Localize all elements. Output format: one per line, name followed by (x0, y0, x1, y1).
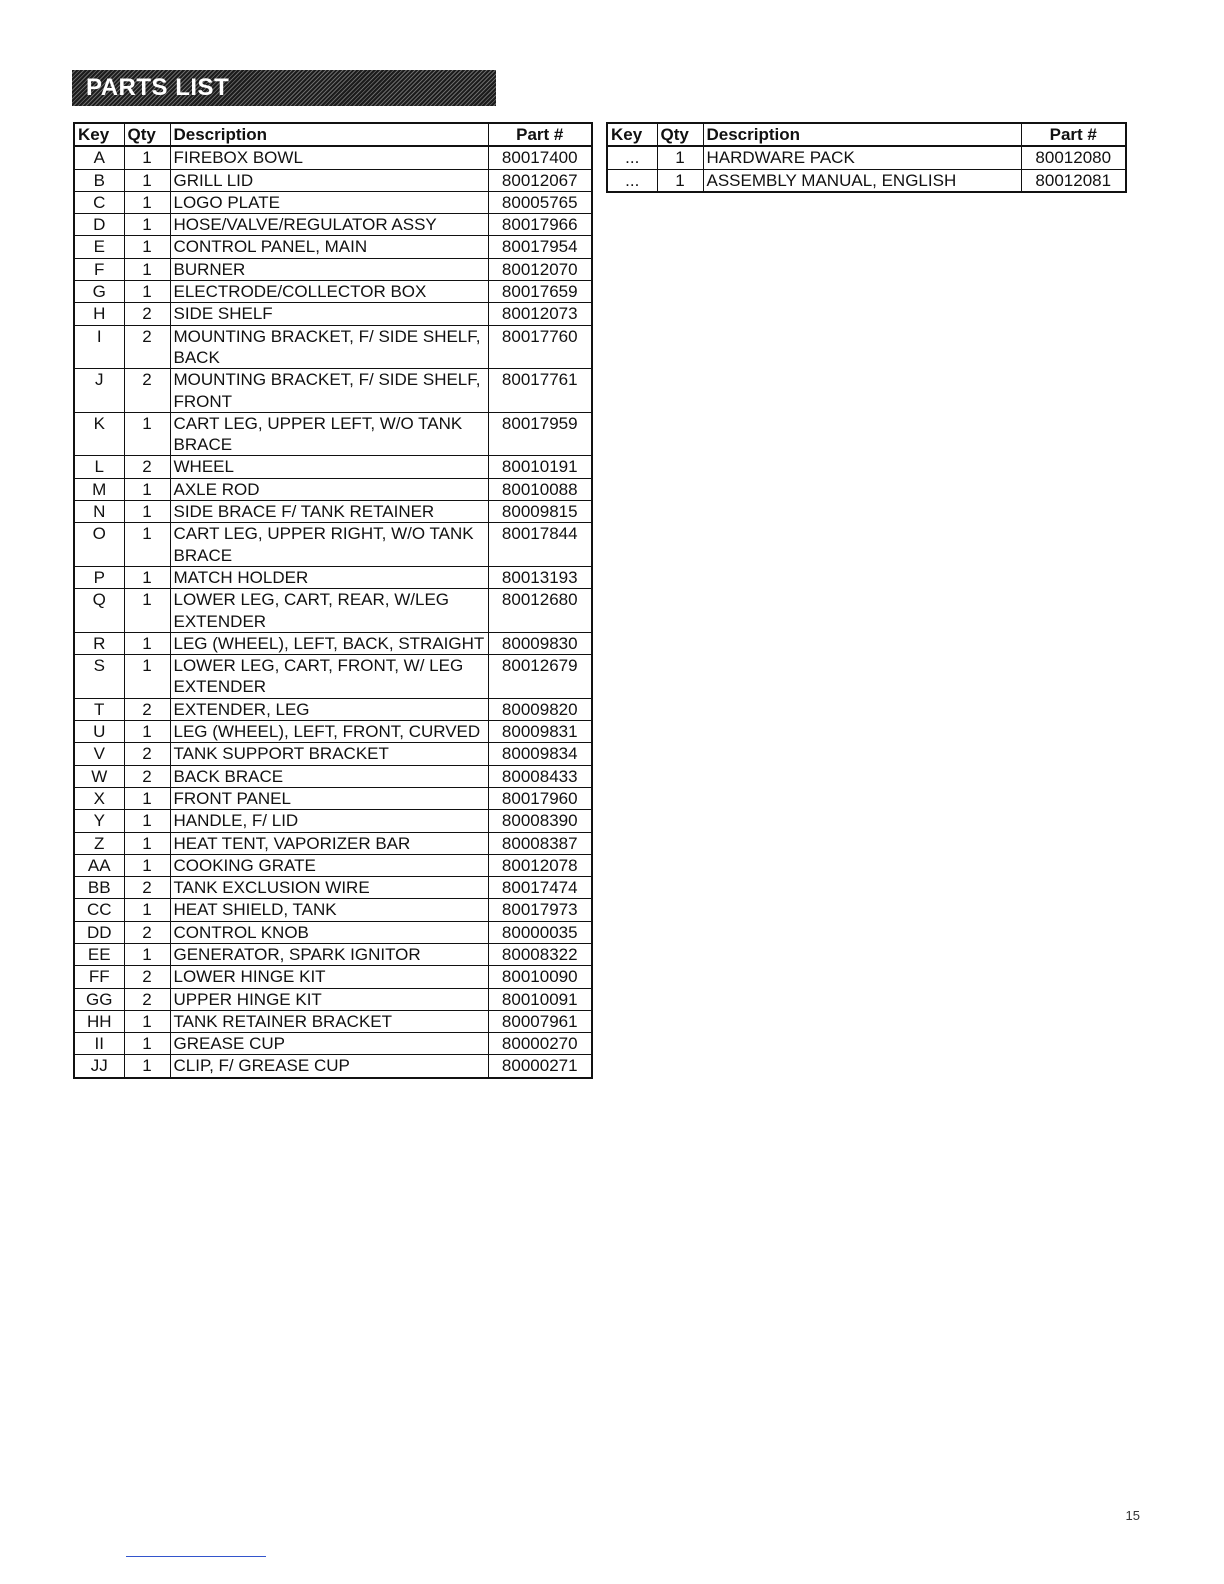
table-row (607, 146, 1126, 169)
table-row (74, 810, 592, 832)
cell-key: M (74, 478, 124, 500)
cell-key: C (74, 191, 124, 213)
cell-key: EE (74, 943, 124, 965)
cell-description: LOWER LEG, CART, FRONT, W/ LEG EXTENDER (170, 655, 488, 699)
cell-qty: 1 (124, 236, 170, 258)
cell-part-number: 80017760 (488, 325, 592, 369)
table-row (74, 721, 592, 743)
cell-key: O (74, 523, 124, 567)
header-description: Description (170, 123, 488, 146)
cell-part-number: 80009815 (488, 501, 592, 523)
cell-description: SIDE BRACE F/ TANK RETAINER (170, 501, 488, 523)
cell-part-number: 80000271 (488, 1055, 592, 1078)
cell-key: AA (74, 854, 124, 876)
cell-description: CONTROL PANEL, MAIN (170, 236, 488, 258)
cell-description: HEAT SHIELD, TANK (170, 899, 488, 921)
cell-description: CONTROL KNOB (170, 921, 488, 943)
cell-part-number: 80017761 (488, 369, 592, 413)
cell-description: CART LEG, UPPER LEFT, W/O TANK BRACE (170, 412, 488, 456)
cell-qty: 1 (124, 566, 170, 588)
header-key: Key (74, 123, 124, 146)
table-row (74, 1033, 592, 1055)
cell-part-number: 80012070 (488, 258, 592, 280)
cell-description: LOGO PLATE (170, 191, 488, 213)
table-row (74, 303, 592, 325)
cell-key: Q (74, 589, 124, 633)
cell-key: D (74, 214, 124, 236)
cell-qty: 1 (124, 412, 170, 456)
table-header-row (74, 123, 592, 146)
cell-qty: 1 (124, 1010, 170, 1032)
cell-description: COOKING GRATE (170, 854, 488, 876)
cell-description: GREASE CUP (170, 1033, 488, 1055)
cell-description: WHEEL (170, 456, 488, 478)
cell-description: CART LEG, UPPER RIGHT, W/O TANK BRACE (170, 523, 488, 567)
table-row (74, 523, 592, 567)
cell-part-number: 80007961 (488, 1010, 592, 1032)
table-row (74, 787, 592, 809)
cell-key: CC (74, 899, 124, 921)
cell-part-number: 80017954 (488, 236, 592, 258)
table-row (74, 191, 592, 213)
cell-key: G (74, 281, 124, 303)
cell-qty: 1 (124, 655, 170, 699)
table-row (74, 832, 592, 854)
cell-qty: 1 (124, 191, 170, 213)
parts-table-right (606, 122, 1127, 193)
cell-qty: 1 (124, 478, 170, 500)
cell-qty: 2 (124, 456, 170, 478)
cell-qty: 1 (124, 810, 170, 832)
cell-part-number: 80012081 (1021, 169, 1126, 192)
cell-part-number: 80010090 (488, 966, 592, 988)
cell-qty: 1 (124, 214, 170, 236)
table-row (74, 1010, 592, 1032)
table-row (74, 854, 592, 876)
table-row (74, 655, 592, 699)
cell-part-number: 80012080 (1021, 146, 1126, 169)
cell-description: MOUNTING BRACKET, F/ SIDE SHELF, FRONT (170, 369, 488, 413)
table-row (74, 369, 592, 413)
cell-key: R (74, 632, 124, 654)
cell-key: Z (74, 832, 124, 854)
cell-description: GRILL LID (170, 169, 488, 191)
parts-list-title: PARTS LIST (86, 74, 230, 101)
footer-link-line (126, 1556, 266, 1557)
cell-qty: 2 (124, 303, 170, 325)
cell-part-number: 80012067 (488, 169, 592, 191)
cell-part-number: 80012679 (488, 655, 592, 699)
cell-key: FF (74, 966, 124, 988)
cell-description: ASSEMBLY MANUAL, ENGLISH (703, 169, 1021, 192)
cell-key: T (74, 698, 124, 720)
cell-part-number: 80017659 (488, 281, 592, 303)
cell-qty: 2 (124, 325, 170, 369)
cell-part-number: 80008390 (488, 810, 592, 832)
cell-qty: 1 (124, 632, 170, 654)
table-row (74, 236, 592, 258)
cell-key: U (74, 721, 124, 743)
cell-description: LEG (WHEEL), LEFT, BACK, STRAIGHT (170, 632, 488, 654)
table-row (74, 325, 592, 369)
cell-description: UPPER HINGE KIT (170, 988, 488, 1010)
cell-part-number: 80008322 (488, 943, 592, 965)
cell-part-number: 80017474 (488, 877, 592, 899)
cell-qty: 2 (124, 698, 170, 720)
table-row (74, 169, 592, 191)
table-row (74, 1055, 592, 1078)
cell-key: V (74, 743, 124, 765)
cell-part-number: 80005765 (488, 191, 592, 213)
cell-qty: 1 (657, 169, 703, 192)
cell-description: ELECTRODE/COLLECTOR BOX (170, 281, 488, 303)
header-description: Description (703, 123, 1021, 146)
cell-qty: 1 (124, 258, 170, 280)
cell-qty: 1 (124, 523, 170, 567)
cell-description: BACK BRACE (170, 765, 488, 787)
cell-part-number: 80000270 (488, 1033, 592, 1055)
cell-qty: 1 (124, 1033, 170, 1055)
cell-qty: 1 (124, 1055, 170, 1078)
cell-qty: 1 (124, 787, 170, 809)
cell-description: MATCH HOLDER (170, 566, 488, 588)
table-row (607, 169, 1126, 192)
cell-qty: 1 (124, 169, 170, 191)
cell-description: HARDWARE PACK (703, 146, 1021, 169)
cell-qty: 2 (124, 765, 170, 787)
cell-description: LOWER HINGE KIT (170, 966, 488, 988)
header-qty: Qty (657, 123, 703, 146)
cell-part-number: 80010191 (488, 456, 592, 478)
cell-qty: 1 (124, 832, 170, 854)
cell-key: Y (74, 810, 124, 832)
table-row (74, 501, 592, 523)
cell-key: A (74, 146, 124, 169)
cell-key: E (74, 236, 124, 258)
cell-key: J (74, 369, 124, 413)
table-row (74, 921, 592, 943)
cell-key: W (74, 765, 124, 787)
cell-qty: 2 (124, 369, 170, 413)
cell-description: TANK EXCLUSION WIRE (170, 877, 488, 899)
table-row (74, 146, 592, 169)
cell-key: B (74, 169, 124, 191)
cell-key: P (74, 566, 124, 588)
cell-part-number: 80009831 (488, 721, 592, 743)
table-row (74, 258, 592, 280)
cell-description: HOSE/VALVE/REGULATOR ASSY (170, 214, 488, 236)
table-row (74, 456, 592, 478)
cell-description: EXTENDER, LEG (170, 698, 488, 720)
cell-key: ... (607, 169, 657, 192)
cell-qty: 1 (124, 146, 170, 169)
table-row (74, 412, 592, 456)
cell-part-number: 80009834 (488, 743, 592, 765)
cell-description: FIREBOX BOWL (170, 146, 488, 169)
cell-qty: 2 (124, 966, 170, 988)
table-header-row (607, 123, 1126, 146)
cell-key: H (74, 303, 124, 325)
cell-part-number: 80008387 (488, 832, 592, 854)
table-row (74, 214, 592, 236)
table-row (74, 743, 592, 765)
cell-part-number: 80008433 (488, 765, 592, 787)
cell-part-number: 80000035 (488, 921, 592, 943)
cell-part-number: 80013193 (488, 566, 592, 588)
parts-list-banner (72, 70, 496, 106)
page-number: 15 (1125, 1508, 1140, 1523)
parts-table-left (73, 122, 593, 1079)
table-row (74, 877, 592, 899)
cell-part-number: 80012073 (488, 303, 592, 325)
cell-description: GENERATOR, SPARK IGNITOR (170, 943, 488, 965)
cell-description: SIDE SHELF (170, 303, 488, 325)
cell-qty: 2 (124, 877, 170, 899)
cell-qty: 1 (657, 146, 703, 169)
table-row (74, 589, 592, 633)
cell-qty: 1 (124, 899, 170, 921)
cell-description: AXLE ROD (170, 478, 488, 500)
cell-qty: 1 (124, 943, 170, 965)
header-part-number: Part # (1021, 123, 1126, 146)
cell-key: HH (74, 1010, 124, 1032)
table-row (74, 899, 592, 921)
cell-description: TANK SUPPORT BRACKET (170, 743, 488, 765)
cell-qty: 1 (124, 854, 170, 876)
cell-key: II (74, 1033, 124, 1055)
cell-qty: 1 (124, 721, 170, 743)
cell-part-number: 80009830 (488, 632, 592, 654)
cell-qty: 1 (124, 281, 170, 303)
cell-key: X (74, 787, 124, 809)
table-row (74, 988, 592, 1010)
cell-key: F (74, 258, 124, 280)
cell-part-number: 80017966 (488, 214, 592, 236)
cell-key: N (74, 501, 124, 523)
cell-description: TANK RETAINER BRACKET (170, 1010, 488, 1032)
cell-qty: 1 (124, 589, 170, 633)
cell-description: MOUNTING BRACKET, F/ SIDE SHELF, BACK (170, 325, 488, 369)
cell-description: BURNER (170, 258, 488, 280)
header-qty: Qty (124, 123, 170, 146)
header-part-number: Part # (488, 123, 592, 146)
table-row (74, 281, 592, 303)
cell-part-number: 80010091 (488, 988, 592, 1010)
cell-part-number: 80010088 (488, 478, 592, 500)
cell-qty: 2 (124, 743, 170, 765)
cell-part-number: 80017844 (488, 523, 592, 567)
cell-key: I (74, 325, 124, 369)
cell-description: FRONT PANEL (170, 787, 488, 809)
header-key: Key (607, 123, 657, 146)
cell-key: JJ (74, 1055, 124, 1078)
cell-key: GG (74, 988, 124, 1010)
table-row (74, 478, 592, 500)
table-row (74, 765, 592, 787)
cell-key: L (74, 456, 124, 478)
cell-description: LOWER LEG, CART, REAR, W/LEG EXTENDER (170, 589, 488, 633)
cell-key: K (74, 412, 124, 456)
cell-part-number: 80012078 (488, 854, 592, 876)
cell-key: DD (74, 921, 124, 943)
cell-description: CLIP, F/ GREASE CUP (170, 1055, 488, 1078)
cell-part-number: 80017973 (488, 899, 592, 921)
cell-part-number: 80017959 (488, 412, 592, 456)
cell-description: HANDLE, F/ LID (170, 810, 488, 832)
cell-part-number: 80017960 (488, 787, 592, 809)
table-row (74, 943, 592, 965)
table-row (74, 566, 592, 588)
cell-qty: 2 (124, 921, 170, 943)
cell-description: LEG (WHEEL), LEFT, FRONT, CURVED (170, 721, 488, 743)
cell-qty: 2 (124, 988, 170, 1010)
cell-part-number: 80009820 (488, 698, 592, 720)
cell-key: ... (607, 146, 657, 169)
table-row (74, 632, 592, 654)
cell-key: S (74, 655, 124, 699)
cell-part-number: 80012680 (488, 589, 592, 633)
table-row (74, 698, 592, 720)
table-row (74, 966, 592, 988)
cell-part-number: 80017400 (488, 146, 592, 169)
cell-description: HEAT TENT, VAPORIZER BAR (170, 832, 488, 854)
cell-key: BB (74, 877, 124, 899)
cell-qty: 1 (124, 501, 170, 523)
